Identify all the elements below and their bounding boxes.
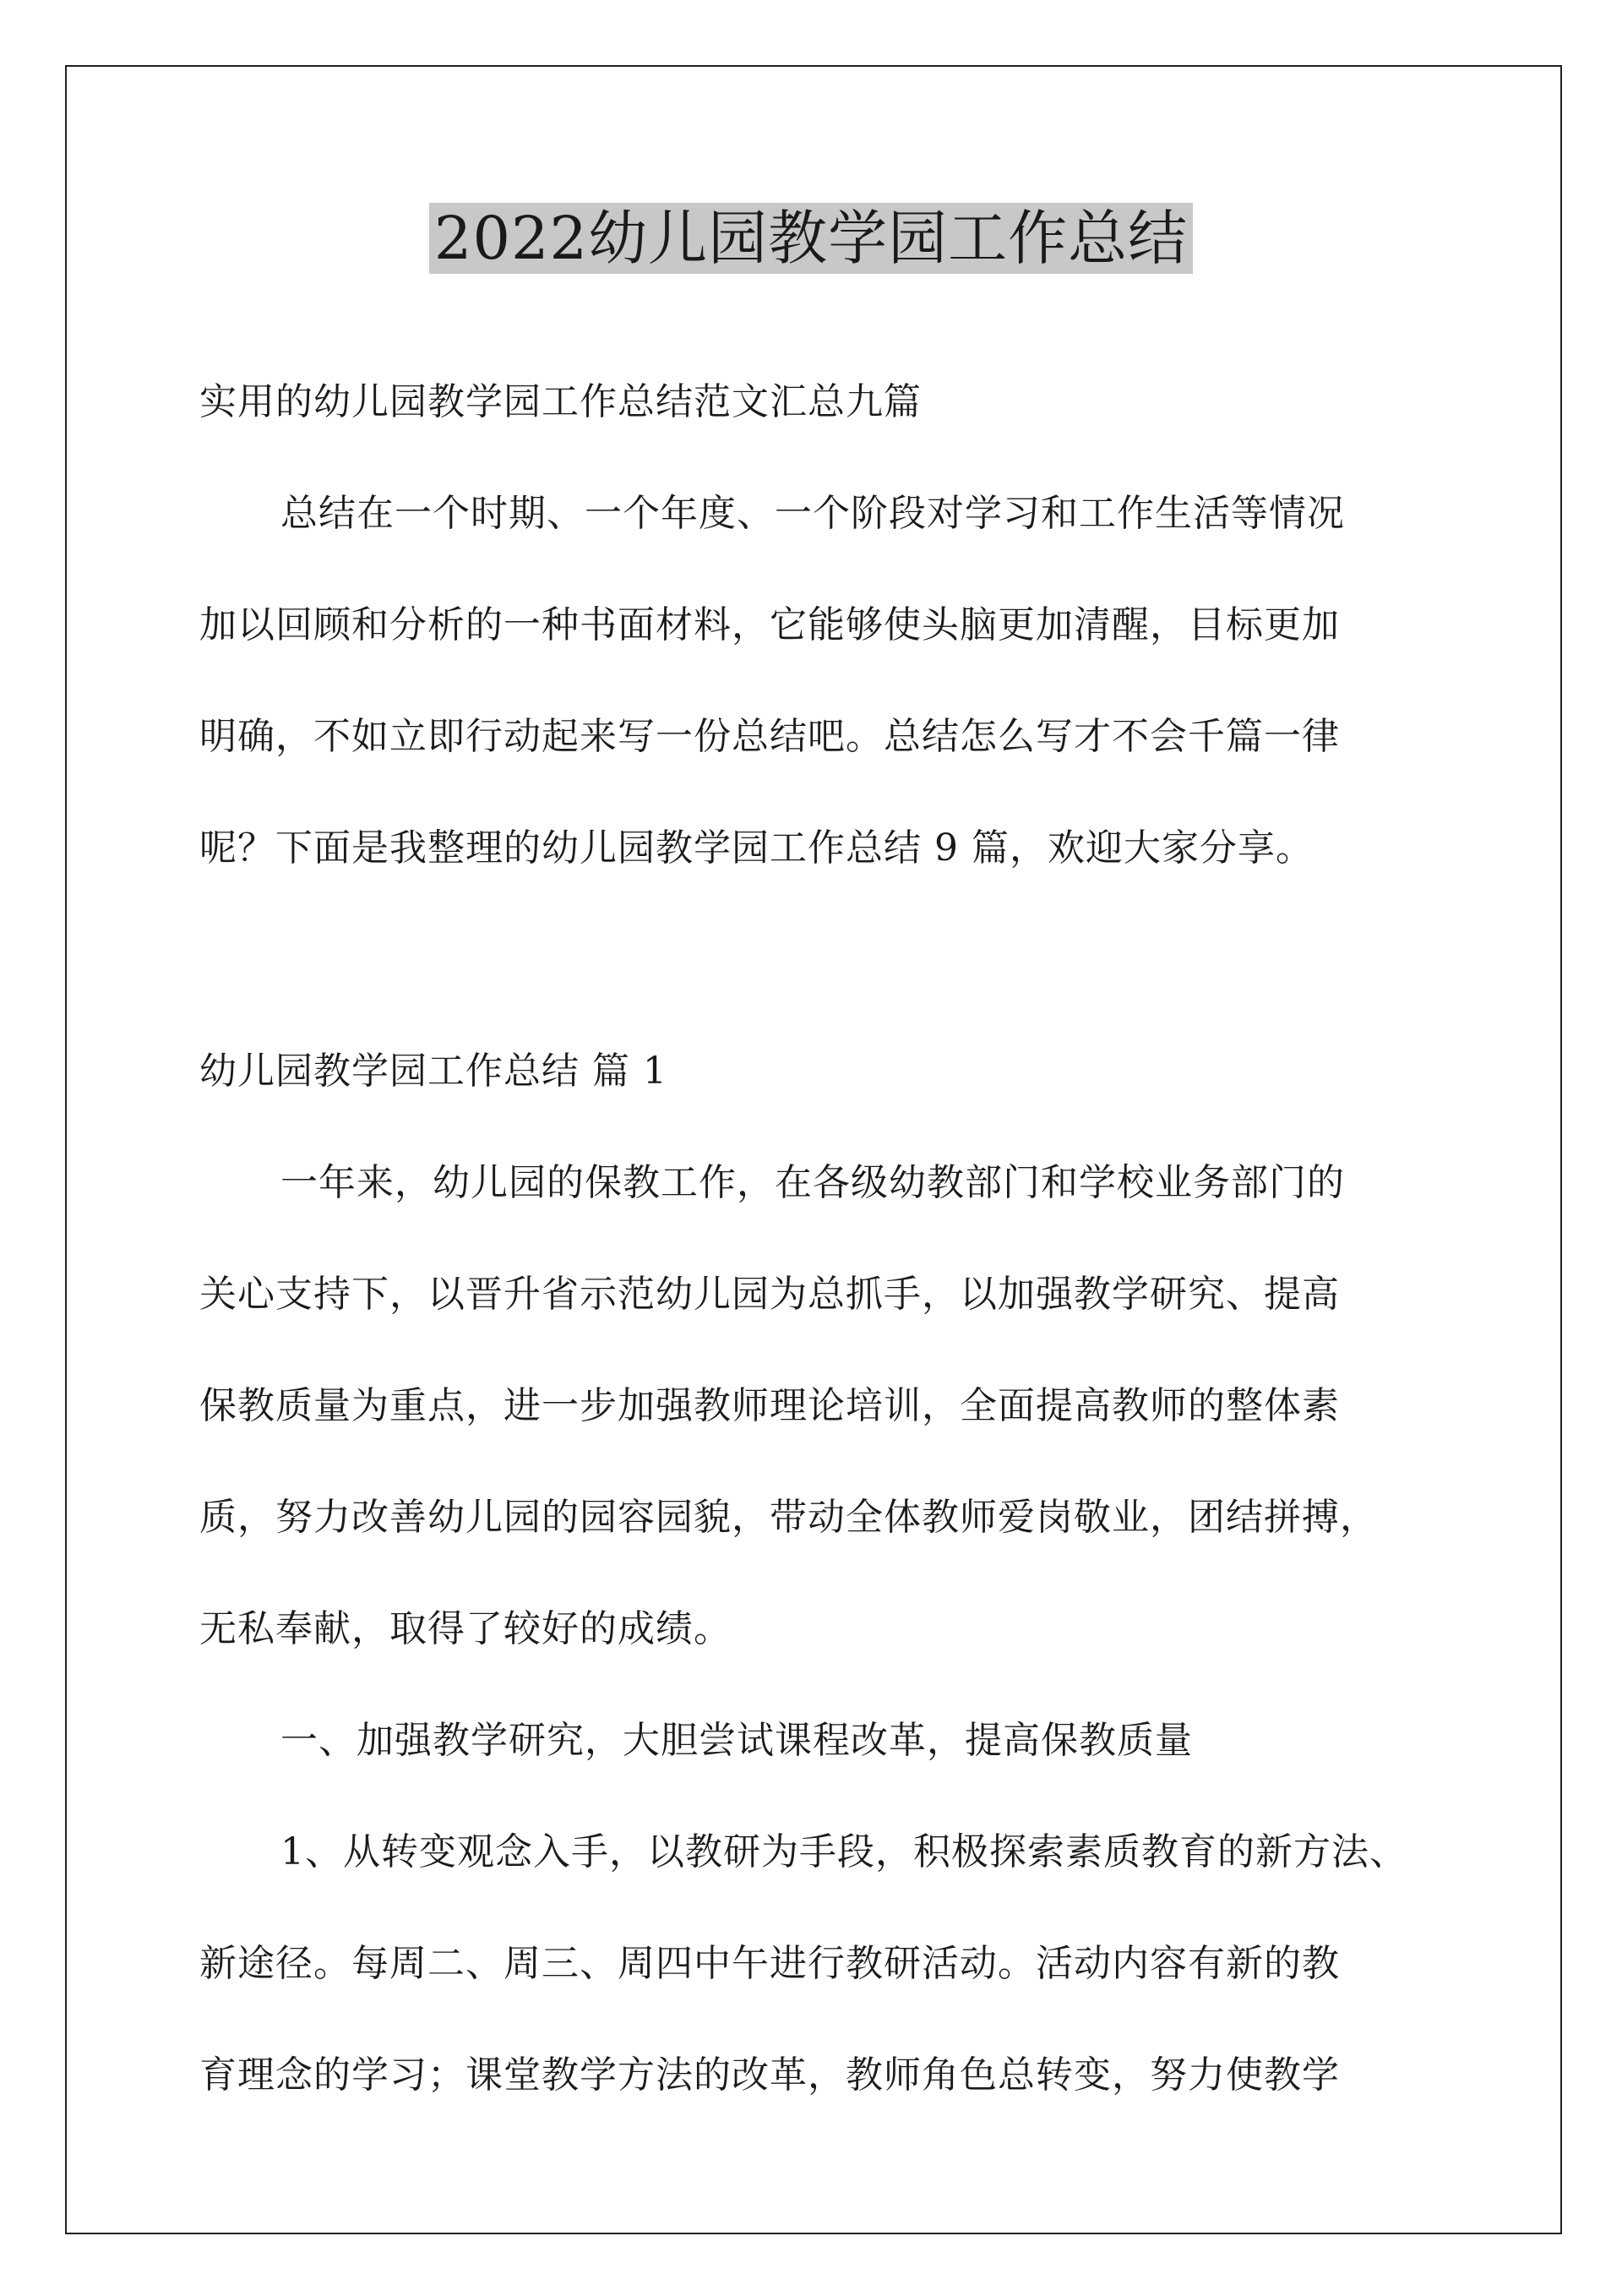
paragraph-line: 质，努力改善幼儿园的园容园貌，带动全体教师爱岗敬业，团结拼搏， (199, 1496, 1378, 1539)
section-heading: 幼儿园教学园工作总结 篇 1 (199, 1050, 667, 1093)
paragraph-line: 关心支持下，以晋升省示范幼儿园为总抓手，以加强教学研究、提高 (199, 1273, 1340, 1316)
paragraph-line: 无私奉献，取得了较好的成绩。 (199, 1607, 732, 1650)
intro-line: 加以回顾和分析的一种书面材料，它能够使头脑更加清醒，目标更加 (199, 603, 1340, 646)
paragraph-line: 育理念的学习；课堂教学方法的改革，教师角色总转变，努力使教学 (199, 2053, 1340, 2097)
document-subtitle: 实用的幼儿园教学园工作总结范文汇总九篇 (199, 380, 922, 423)
paragraph-line: 一年来，幼儿园的保教工作，在各级幼教部门和学校业务部门的 (280, 1161, 1345, 1204)
paragraph-line: 新途径。每周二、周三、周四中午进行教研活动。活动内容有新的教 (199, 1942, 1340, 1985)
document-body (199, 346, 1433, 2131)
point-heading: 一、加强教学研究，大胆尝试课程改革，提高保教质量 (280, 1719, 1193, 1762)
intro-line: 呢？下面是我整理的幼儿园教学园工作总结 9 篇，欢迎大家分享。 (199, 826, 1314, 870)
title-container (0, 203, 1622, 274)
intro-line: 总结在一个时期、一个年度、一个阶段对学习和工作生活等情况 (280, 492, 1345, 535)
document-title: 2022幼儿园教学园工作总结 (429, 203, 1193, 274)
intro-line: 明确，不如立即行动起来写一份总结吧。总结怎么写才不会千篇一律 (199, 715, 1340, 758)
paragraph-line: 保教质量为重点，进一步加强教师理论培训，全面提高教师的整体素 (199, 1384, 1340, 1427)
paragraph-line: 1、从转变观念入手，以教研为手段，积极探索素质教育的新方法、 (280, 1830, 1407, 1873)
paragraph-spacer (199, 904, 1433, 1016)
